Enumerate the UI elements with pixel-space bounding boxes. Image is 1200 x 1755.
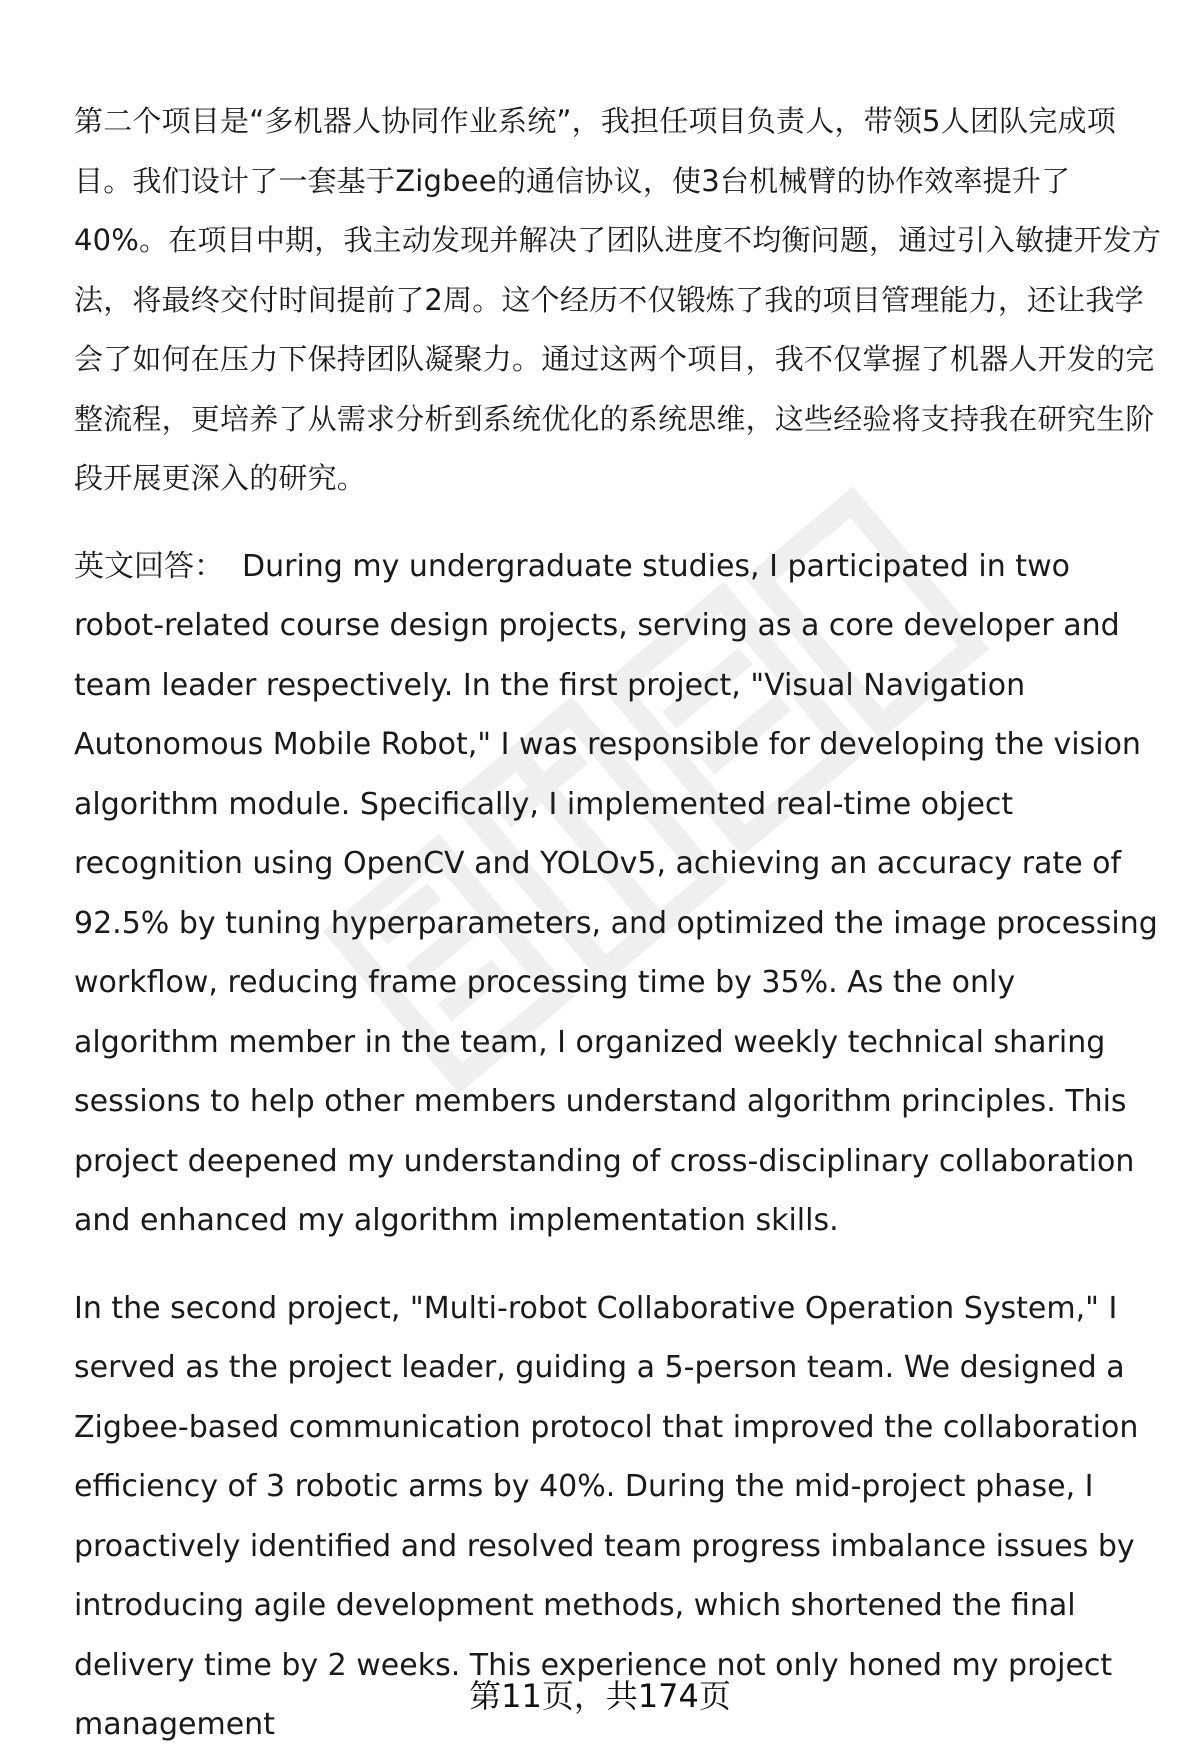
- document-body: [74, 92, 1164, 1755]
- english-second-paragraph: In the second project, "Multi-robot Collaborative Operation System," I served as the project leader, guiding a 5-person team. We designed a Zigbee-based communication protocol that improved the collaboration efficiency of 3 robotic arms by 40%. During the mid-project phase, I proactively identified and resolved team progress imbalance issues by introducing agile development methods, which shortened the final delivery time by 2 weeks. This experience not only honed my project management: [74, 1290, 1139, 1742]
- english-answer-label: 英文回答：: [74, 548, 224, 584]
- paragraph-spacer: [74, 509, 1164, 537]
- page-number-footer: 第11页，共174页: [469, 1677, 731, 1715]
- english-answer-paragraph: [74, 537, 1164, 1251]
- english-answer-text: During my undergraduate studies, I participated in two robot-related course design projects, serving as a core developer and team leader respectively. In the first project, "Visual Navigation Autonomous Mobile Robot," I was responsible for developing the vision algorithm module. Specifically, I implemented real-time object recognition using OpenCV and YOLOv5, achieving an accuracy rate of 92.5% by tuning hyperparameters, and optimized the image processing workflow, reducing frame processing time by 35%. As the only algorithm member in the team, I organized weekly technical sharing sessions to help other members understand algorithm principles. This project deepened my understanding of cross-disciplinary collaboration and enhanced my algorithm implementation skills.: [74, 548, 1158, 1238]
- paragraph-spacer: [74, 1251, 1164, 1279]
- chinese-paragraph: 第二个项目是“多机器人协同作业系统”，我担任项目负责人，带领5人团队完成项目。我们设计了一套基于Zigbee的通信协议，使3台机械臂的协作效率提升了40%。在项目中期，我主动发现并解决了团队进度不均衡问题，通过引入敏捷开发方法，将最终交付时间提前了2周。这个经历不仅锻炼了我的项目管理能力，还让我学会了如何在压力下保持团队凝聚力。通过这两个项目，我不仅掌握了机器人开发的完整流程，更培养了从需求分析到系统优化的系统思维，这些经验将支持我在研究生阶段开展更深入的研究。: [74, 104, 1162, 495]
